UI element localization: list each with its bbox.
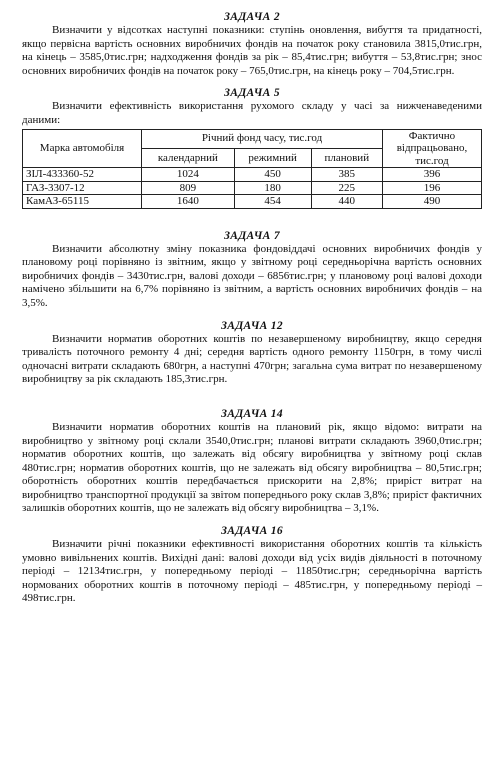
cell-mode: 454 [234, 195, 311, 209]
task-title: ЗАДАЧА 7 [224, 229, 280, 242]
cell-mode: 450 [234, 168, 311, 182]
cell-planned: 440 [311, 195, 382, 209]
header-planned: плановий [311, 148, 382, 167]
task-14 [22, 407, 482, 516]
cell-actual: 396 [383, 168, 482, 182]
cell-calendar: 1024 [142, 168, 235, 182]
task-title: ЗАДАЧА 5 [224, 87, 280, 100]
task-title: ЗАДАЧА 16 [221, 525, 283, 538]
task-title: ЗАДАЧА 2 [224, 11, 280, 23]
cell-calendar: 809 [142, 181, 235, 195]
cell-brand: ЗІЛ-433360-52 [23, 168, 142, 182]
header-calendar: календарний [142, 148, 235, 167]
cell-brand: ГАЗ-3307-12 [23, 181, 142, 195]
table-row [23, 195, 482, 209]
task-text: Визначити у відсотках наступні показники: ступінь оновлення, вибуття та придатності, якщо первісна вартість основних виробничих фондів на початок року становила 3815,0тис.грн, на кінець – 3585,0тис.грн; надходження фондів за рік – 85,4тис.грн; вибуття – 53,8тис.грн; знос основних виробничих фондів на початок року – 765,0тис.грн, на кінець року – 704,5тис.грн. [22, 24, 482, 77]
task-text: Визначити норматив оборотних коштів по незавершеному виробництву, якщо середня тривалість поточного ремонту 4 дні; середня вартість одного ремонту 1150грн, в тому числі одночасні витрати складають 680грн, а наступні 470грн; загальна сума витрат по незавершеному виробництву за рік складають 185,3тис.грн. [22, 332, 482, 386]
task-16 [22, 524, 482, 606]
task-5 [22, 86, 482, 208]
cell-calendar: 1640 [142, 195, 235, 209]
header-brand: Марка автомобіля [23, 129, 142, 168]
vehicle-time-table [22, 129, 482, 209]
table-row [23, 181, 482, 195]
task-text: Визначити абсолютну зміну показника фондовіддачі основних виробничих фондів у плановому році порівняно із звітним, якщо у звітному році середньорічна вартість основних виробничих фондів – 3430тис.грн, валові доходи – 6856тис.грн; у плановому році валові доходи намічено збільшити на 6,7% порівняно із звітним, а вартість основних виробничих фондів – на 3,5%. [22, 242, 482, 309]
cell-actual: 490 [383, 195, 482, 209]
task-title: ЗАДАЧА 12 [221, 319, 283, 332]
task-text: Визначити річні показники ефективності використання оборотних коштів та кількість умовно вивільнених коштів. Вихідні дані: валові доходи від усіх видів діяльності в поточному періоді – 12134тис.грн, у попередньому періоді – 11850тис.грн; середньорічна вартість нормованих оборотних коштів в поточному періоді – 485тис.грн, у попередньому періоді – 498тис.грн. [22, 538, 482, 605]
header-actual: Фактично відпрацьовано, тис.год [383, 129, 482, 168]
cell-planned: 385 [311, 168, 382, 182]
table-row [23, 168, 482, 182]
task-title: ЗАДАЧА 14 [221, 407, 283, 420]
task-7 [22, 229, 482, 311]
cell-brand: КамАЗ-65115 [23, 195, 142, 209]
task-2 [22, 10, 482, 78]
cell-planned: 225 [311, 181, 382, 195]
task-text: Визначити норматив оборотних коштів на плановий рік, якщо відомо: витрати на виробництво у звітному році склали 3540,0тис.грн; планові витрати складають 3960,0тис.грн; норматив оборотних коштів, що залежать від обсягу виробництва у звітному році склав 480тис.грн; норматив оборотних коштів, що не залежать від обсягу виробництва – 80,5тис.грн; оборотність оборотних коштів передбачається прискорити на 2,8%; приріст витрат на виробництво транспортної продукції за звітом попереднього року склав 3,8%; приріст фактичних залишків оборотних коштів, що не залежать від обсягу виробництва – 3,1%. [22, 420, 482, 515]
task-text: Визначити ефективність використання рухомого складу у часі за нижченаведеними даними: [22, 100, 482, 126]
header-mode: режимний [234, 148, 311, 167]
cell-actual: 196 [383, 181, 482, 195]
cell-mode: 180 [234, 181, 311, 195]
task-12 [22, 319, 482, 387]
header-annual-fund: Річний фонд часу, тис.год [142, 129, 383, 148]
